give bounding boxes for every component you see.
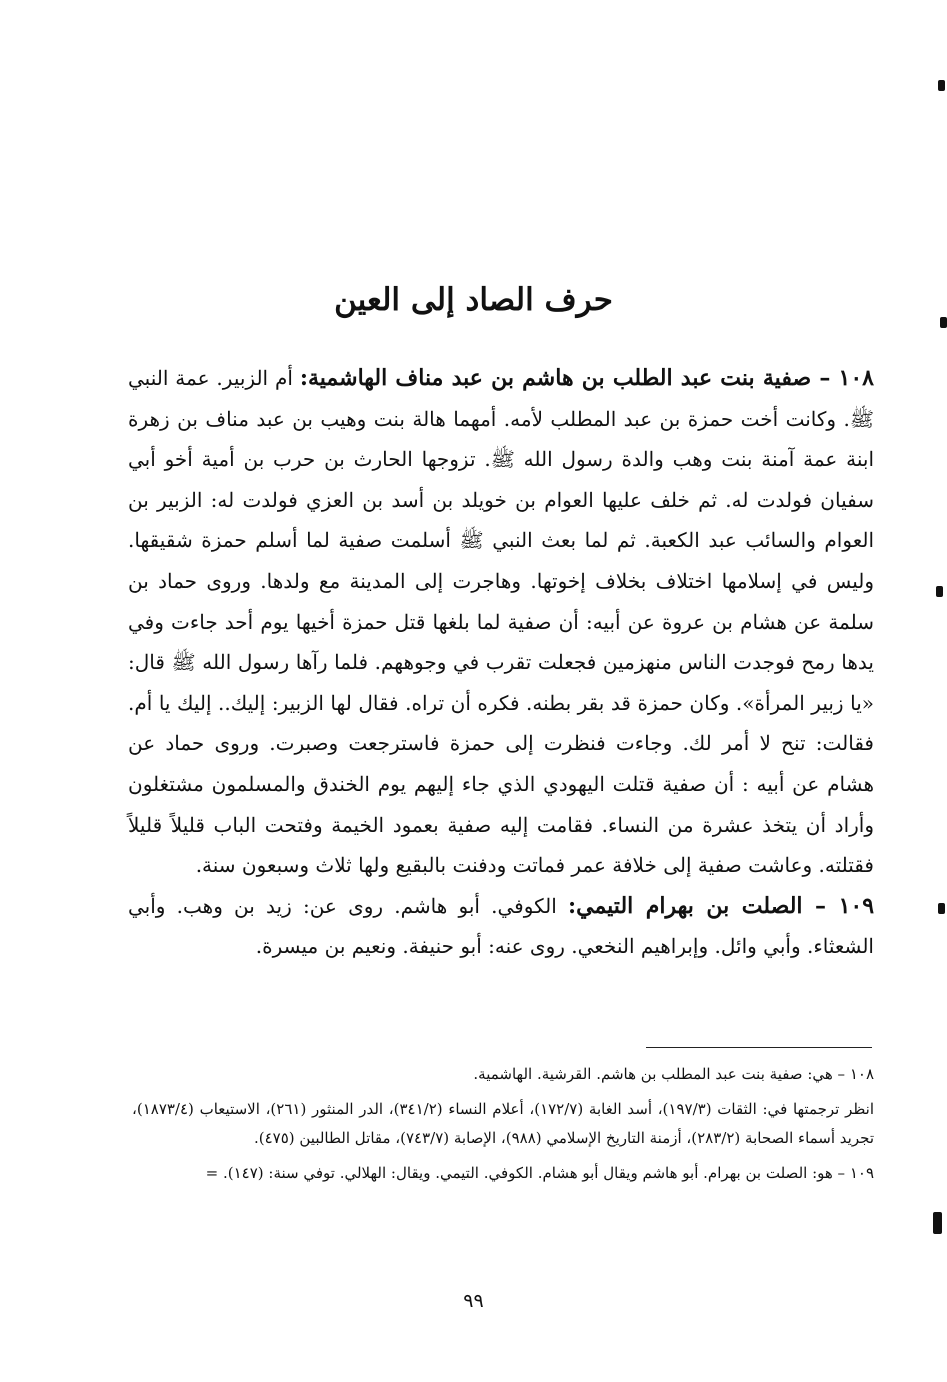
chapter-title: حرف الصاد إلى العين <box>334 282 613 318</box>
page-number: ٩٩ <box>463 1290 484 1312</box>
entry-108 <box>128 358 874 886</box>
footnote-divider <box>646 1047 872 1048</box>
footnote-109-lead: ١٠٩ – هو: الصلت بن بهرام. أبو هاشم ويقال أبو هشام. الكوفي. التيمي. ويقال: الهلالي. توفي سنة: (١٤٧). = <box>205 1164 874 1182</box>
entry-text: أم الزبير. عمة النبي ﷺ. وكانت أخت حمزة بن عبد المطلب لأمه. أمهما هالة بنت وهيب بن عبد مناف بن زهرة ابنة عمة آمنة بنت وهب والدة رسول الله ﷺ. تزوجها الحارث بن حرب بن أمية أخو أبي سفيان فولدت له. ثم خلف عليها العوام بن خويلد بن أسد بن العزي فولدت له: الزبير بن العوام والسائب عبد الكعبة. ثم لما بعث النبي ﷺ أسلمت صفية لما أسلم حمزة شقيقها. وليس في إسلامها اختلاف بخلاف إخوتها. وهاجرت إلى المدينة مع ولدها. وروى حماد بن سلمة عن هشام بن عروة عن أبيه: أن صفية لما بلغها قتل حمزة أخيها يوم أحد جاءت وفي يدها رمح فوجدت الناس منهزمين فجعلت تقرب في وجوههم. فلما رآها رسول الله ﷺ قال: «يا زبير المرأة». وكان حمزة قد بقر بطنه. فكره أن تراه. فقال لها الزبير: إليك.. إليك يا أم. فقالت: تنح لا أمر لك. وجاءت فنظرت إلى حمزة فاسترجعت وصبرت. وروى حماد عن هشام عن أبيه : أن صفية قتلت اليهودي الذي جاء إليهم يوم الخندق والمسلمون مشتغلون وأراد أن يتخذ عشرة من النساء. فقامت إليه صفية بعمود الخيمة وفتحت الباب قليلاً قليلاً فقتلته. وعاشت صفية إلى خلافة عمر فماتت ودفنت بالبقيع ولها ثلاث وسبعون سنة. <box>128 366 874 878</box>
edge-mark <box>938 80 945 91</box>
edge-mark <box>938 903 945 914</box>
entry-109 <box>128 886 874 967</box>
edge-mark <box>940 317 947 328</box>
entry-heading: ١٠٩ – الصلت بن بهرام التيمي: <box>567 892 875 919</box>
footnote-108-lead: ١٠٨ – هي: صفية بنت عبد المطلب بن هاشم. القرشية. الهاشمية. <box>473 1065 874 1083</box>
entry-heading: ١٠٨ – صفية بنت عبد الطلب بن هاشم بن عبد مناف الهاشمية: <box>299 365 874 391</box>
main-text <box>128 358 874 967</box>
edge-mark <box>933 1212 942 1234</box>
entry-text: الكوفي. أبو هاشم. روى عن: زيد بن وهب. وأبي الشعثاء. وأبي وائل. وإبراهيم النخعي. روى عنه: أبو حنيفة. ونعيم بن ميسرة. <box>128 893 874 959</box>
edge-mark <box>936 586 943 597</box>
footnote-108-references: انظر ترجمتها في: الثقات (١٩٧/٣)، أسد الغابة (١٧٢/٧)، أعلام النساء (٣٤١/٢)، الدر المنثور (٢٦١)، الاستيعاب (١٨٧٣/٤)، تجريد أسماء الصحابة (٢٨٣/٢)، أزمنة التاريخ الإسلامي (٩٨٨)، الإصابة (٧٤٣/٧)، مقاتل الطالبين (٤٧٥). <box>132 1100 874 1147</box>
footnotes <box>132 1060 874 1194</box>
